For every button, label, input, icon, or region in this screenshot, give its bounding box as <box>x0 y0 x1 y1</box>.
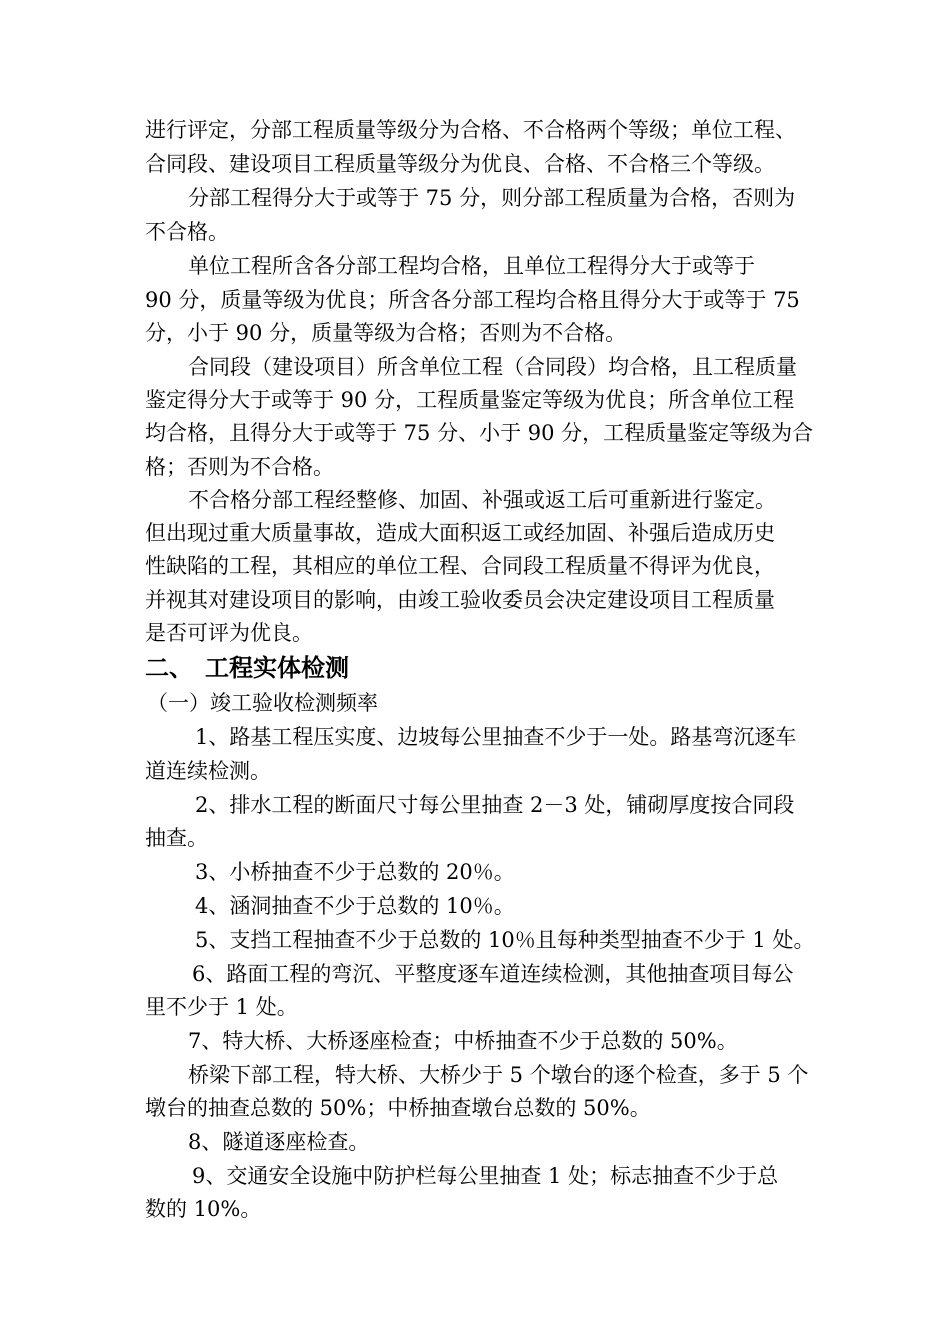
paragraph-line: 合同段（建设项目）所含单位工程（合同段）均合格，且工程质量 <box>188 355 797 379</box>
paragraph-line: 但出现过重大质量事故，造成大面积返工或经加固、补强后造成历史 <box>145 521 775 545</box>
paragraph-line: 不合格分部工程经整修、加固、补强或返工后可重新进行鉴定。 <box>188 488 776 512</box>
list-item-line: 1、路基工程压实度、边坡每公里抽查不少于一处。路基弯沉逐车 <box>195 725 797 749</box>
paragraph-line: 并视其对建设项目的影响，由竣工验收委员会决定建设项目工程质量 <box>145 588 775 612</box>
subsection-heading: （一）竣工验收检测频率 <box>147 691 378 715</box>
paragraph-line: 是否可评为优良。 <box>145 621 313 645</box>
paragraph-line: 均合格，且得分大于或等于 75 分、小于 90 分，工程质量鉴定等级为合 <box>145 421 814 445</box>
list-item-line: 8、隧道逐座检查。 <box>188 1130 370 1154</box>
list-item-line: 9、交通安全设施中防护栏每公里抽查 1 处；标志抽查不少于总 <box>192 1164 779 1188</box>
paragraph-line: 性缺陷的工程，其相应的单位工程、合同段工程质量不得评为优良， <box>145 554 775 578</box>
list-item-line: 6、路面工程的弯沉、平整度逐车道连续检测，其他抽查项目每公 <box>192 962 794 986</box>
paragraph-line: 合同段、建设项目工程质量等级分为优良、合格、不合格三个等级。 <box>145 152 775 176</box>
list-item-line: 3、小桥抽查不少于总数的 20％。 <box>195 860 515 884</box>
list-item-line: 桥梁下部工程，特大桥、大桥少于 5 个墩台的逐个检查，多于 5 个 <box>188 1063 809 1087</box>
list-item-line: 数的 10%。 <box>145 1197 262 1221</box>
list-item-line: 抽查。 <box>145 826 208 850</box>
paragraph-line: 分部工程得分大于或等于 75 分，则分部工程质量为合格，否则为 <box>188 186 796 210</box>
paragraph-line: 格；否则为不合格。 <box>145 455 334 479</box>
list-item-line: 2、排水工程的断面尺寸每公里抽查 2－3 处，铺砌厚度按合同段 <box>195 793 795 817</box>
list-item-line: 7、特大桥、大桥逐座检查；中桥抽查不少于总数的 50%。 <box>188 1029 738 1053</box>
list-item-line: 5、支挡工程抽查不少于总数的 10％且每种类型抽查不少于 1 处。 <box>195 928 815 952</box>
paragraph-line: 不合格。 <box>145 220 229 244</box>
list-item-line: 4、涵洞抽查不少于总数的 10％。 <box>195 894 515 918</box>
paragraph-line: 90 分，质量等级为优良；所含各分部工程均合格且得分大于或等于 75 <box>145 288 800 312</box>
section-heading: 二、 工程实体检测 <box>145 654 349 682</box>
list-item-line: 里不少于 1 处。 <box>145 995 298 1019</box>
list-item-line: 墩台的抽查总数的 50%；中桥抽查墩台总数的 50%。 <box>145 1096 651 1120</box>
paragraph-line: 进行评定，分部工程质量等级分为合格、不合格两个等级；单位工程、 <box>145 118 796 142</box>
paragraph-line: 鉴定得分大于或等于 90 分，工程质量鉴定等级为优良；所含单位工程 <box>145 388 795 412</box>
paragraph-line: 分，小于 90 分，质量等级为合格；否则为不合格。 <box>145 321 627 345</box>
list-item-line: 道连续检测。 <box>145 759 271 783</box>
paragraph-line: 单位工程所含各分部工程均合格，且单位工程得分大于或等于 <box>188 254 755 278</box>
